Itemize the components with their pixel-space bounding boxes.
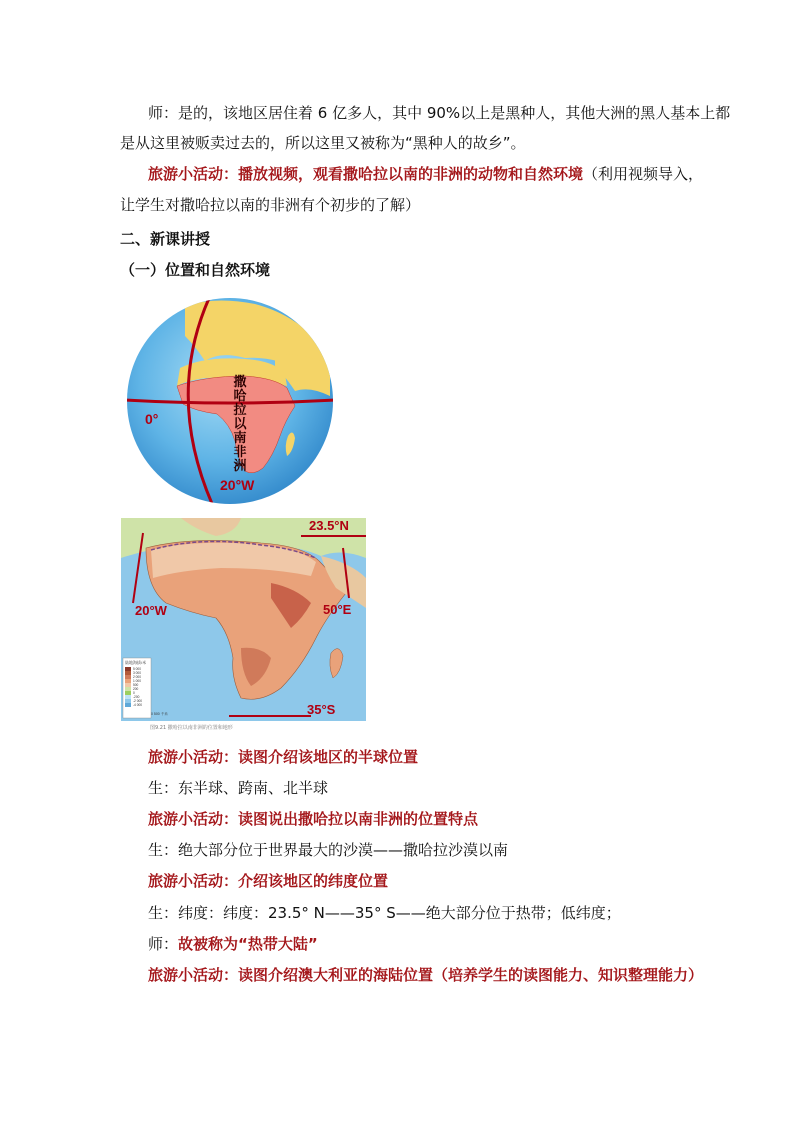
teacher-conclusion: 故被称为“热带大陆”: [178, 935, 318, 953]
meridian-label: 20°W: [220, 477, 255, 493]
answer-4: 生：纬度：纬度：23.5° N——35° S——绝大部分位于热带；低纬度；: [148, 904, 621, 922]
activity-1-label: 旅游小活动：播放视频，观看撒哈拉以南的非洲的动物和自然环境: [148, 165, 584, 183]
legend-value: 5 000: [133, 667, 141, 671]
globe-figure: [125, 296, 335, 506]
map-label-35s: 35°S: [307, 702, 336, 717]
map-label-23n: 23.5°N: [309, 518, 349, 533]
map-scale-bar: 0 500 千米: [151, 712, 168, 716]
legend-value: 500: [133, 683, 139, 687]
legend-value: 2 000: [133, 675, 141, 679]
legend-value: 0: [133, 691, 135, 695]
legend-value: -200: [133, 695, 140, 699]
region-label-char: 非: [233, 444, 247, 459]
region-label-char: 以: [233, 416, 247, 431]
legend-value: -4 000: [133, 703, 143, 707]
legend-value: 200: [133, 687, 139, 691]
answer-2: 生：东半球、跨南、北半球: [148, 779, 329, 797]
answer-3: 生：绝大部分位于世界最大的沙漠——撒哈拉沙漠以南: [148, 841, 509, 859]
activity-6: 旅游小活动：读图介绍澳大利亚的海陆位置（培养学生的读图能力、知识整理能力）: [148, 966, 704, 984]
legend-value: 1 000: [133, 679, 141, 683]
legend-value: -2 000: [133, 699, 143, 703]
africa-topographic-map: [121, 518, 366, 721]
region-label-char: 洲: [233, 458, 247, 473]
map-label-20w: 20°W: [135, 603, 167, 618]
section-heading: 二、新课讲授: [120, 230, 211, 248]
region-label-char: 拉: [233, 402, 247, 417]
activity-1: [148, 163, 703, 185]
region-label-char: 哈: [233, 388, 247, 403]
activity-2: 旅游小活动：读图介绍该地区的半球位置: [148, 748, 419, 766]
activity-1-note-2: 让学生对撒哈拉以南的非洲有个初步的了解）: [120, 196, 421, 214]
teacher-line-1: 师：是的，该地区居住着 6 亿多人，其中 90%以上是黑种人，其他大洲的黑人基本上都: [148, 104, 731, 122]
activity-3: 旅游小活动：读图说出撒哈拉以南非洲的位置特点: [148, 810, 479, 828]
teacher-prefix: 师：: [148, 935, 179, 953]
map-caption: 图9.21 撒哈拉以南非洲的位置和地形: [150, 725, 233, 731]
equator-label: 0°: [145, 411, 159, 427]
teacher-line-1b: 是从这里被贩卖过去的，所以这里又被称为“黑种人的故乡”。: [120, 134, 526, 152]
activity-4: 旅游小活动：介绍该地区的纬度位置: [148, 872, 389, 890]
region-label-char: 南: [233, 430, 247, 445]
map-label-50e: 50°E: [323, 602, 352, 617]
map-legend-title: 陆地海拔/米: [125, 660, 147, 665]
activity-1-note: （利用视频导入，: [583, 165, 704, 183]
teacher-line-5: [148, 933, 318, 955]
subsection-heading: （一）位置和自然环境: [120, 261, 271, 279]
region-label-char: 撒: [233, 374, 247, 389]
legend-value: 3 000: [133, 671, 141, 675]
